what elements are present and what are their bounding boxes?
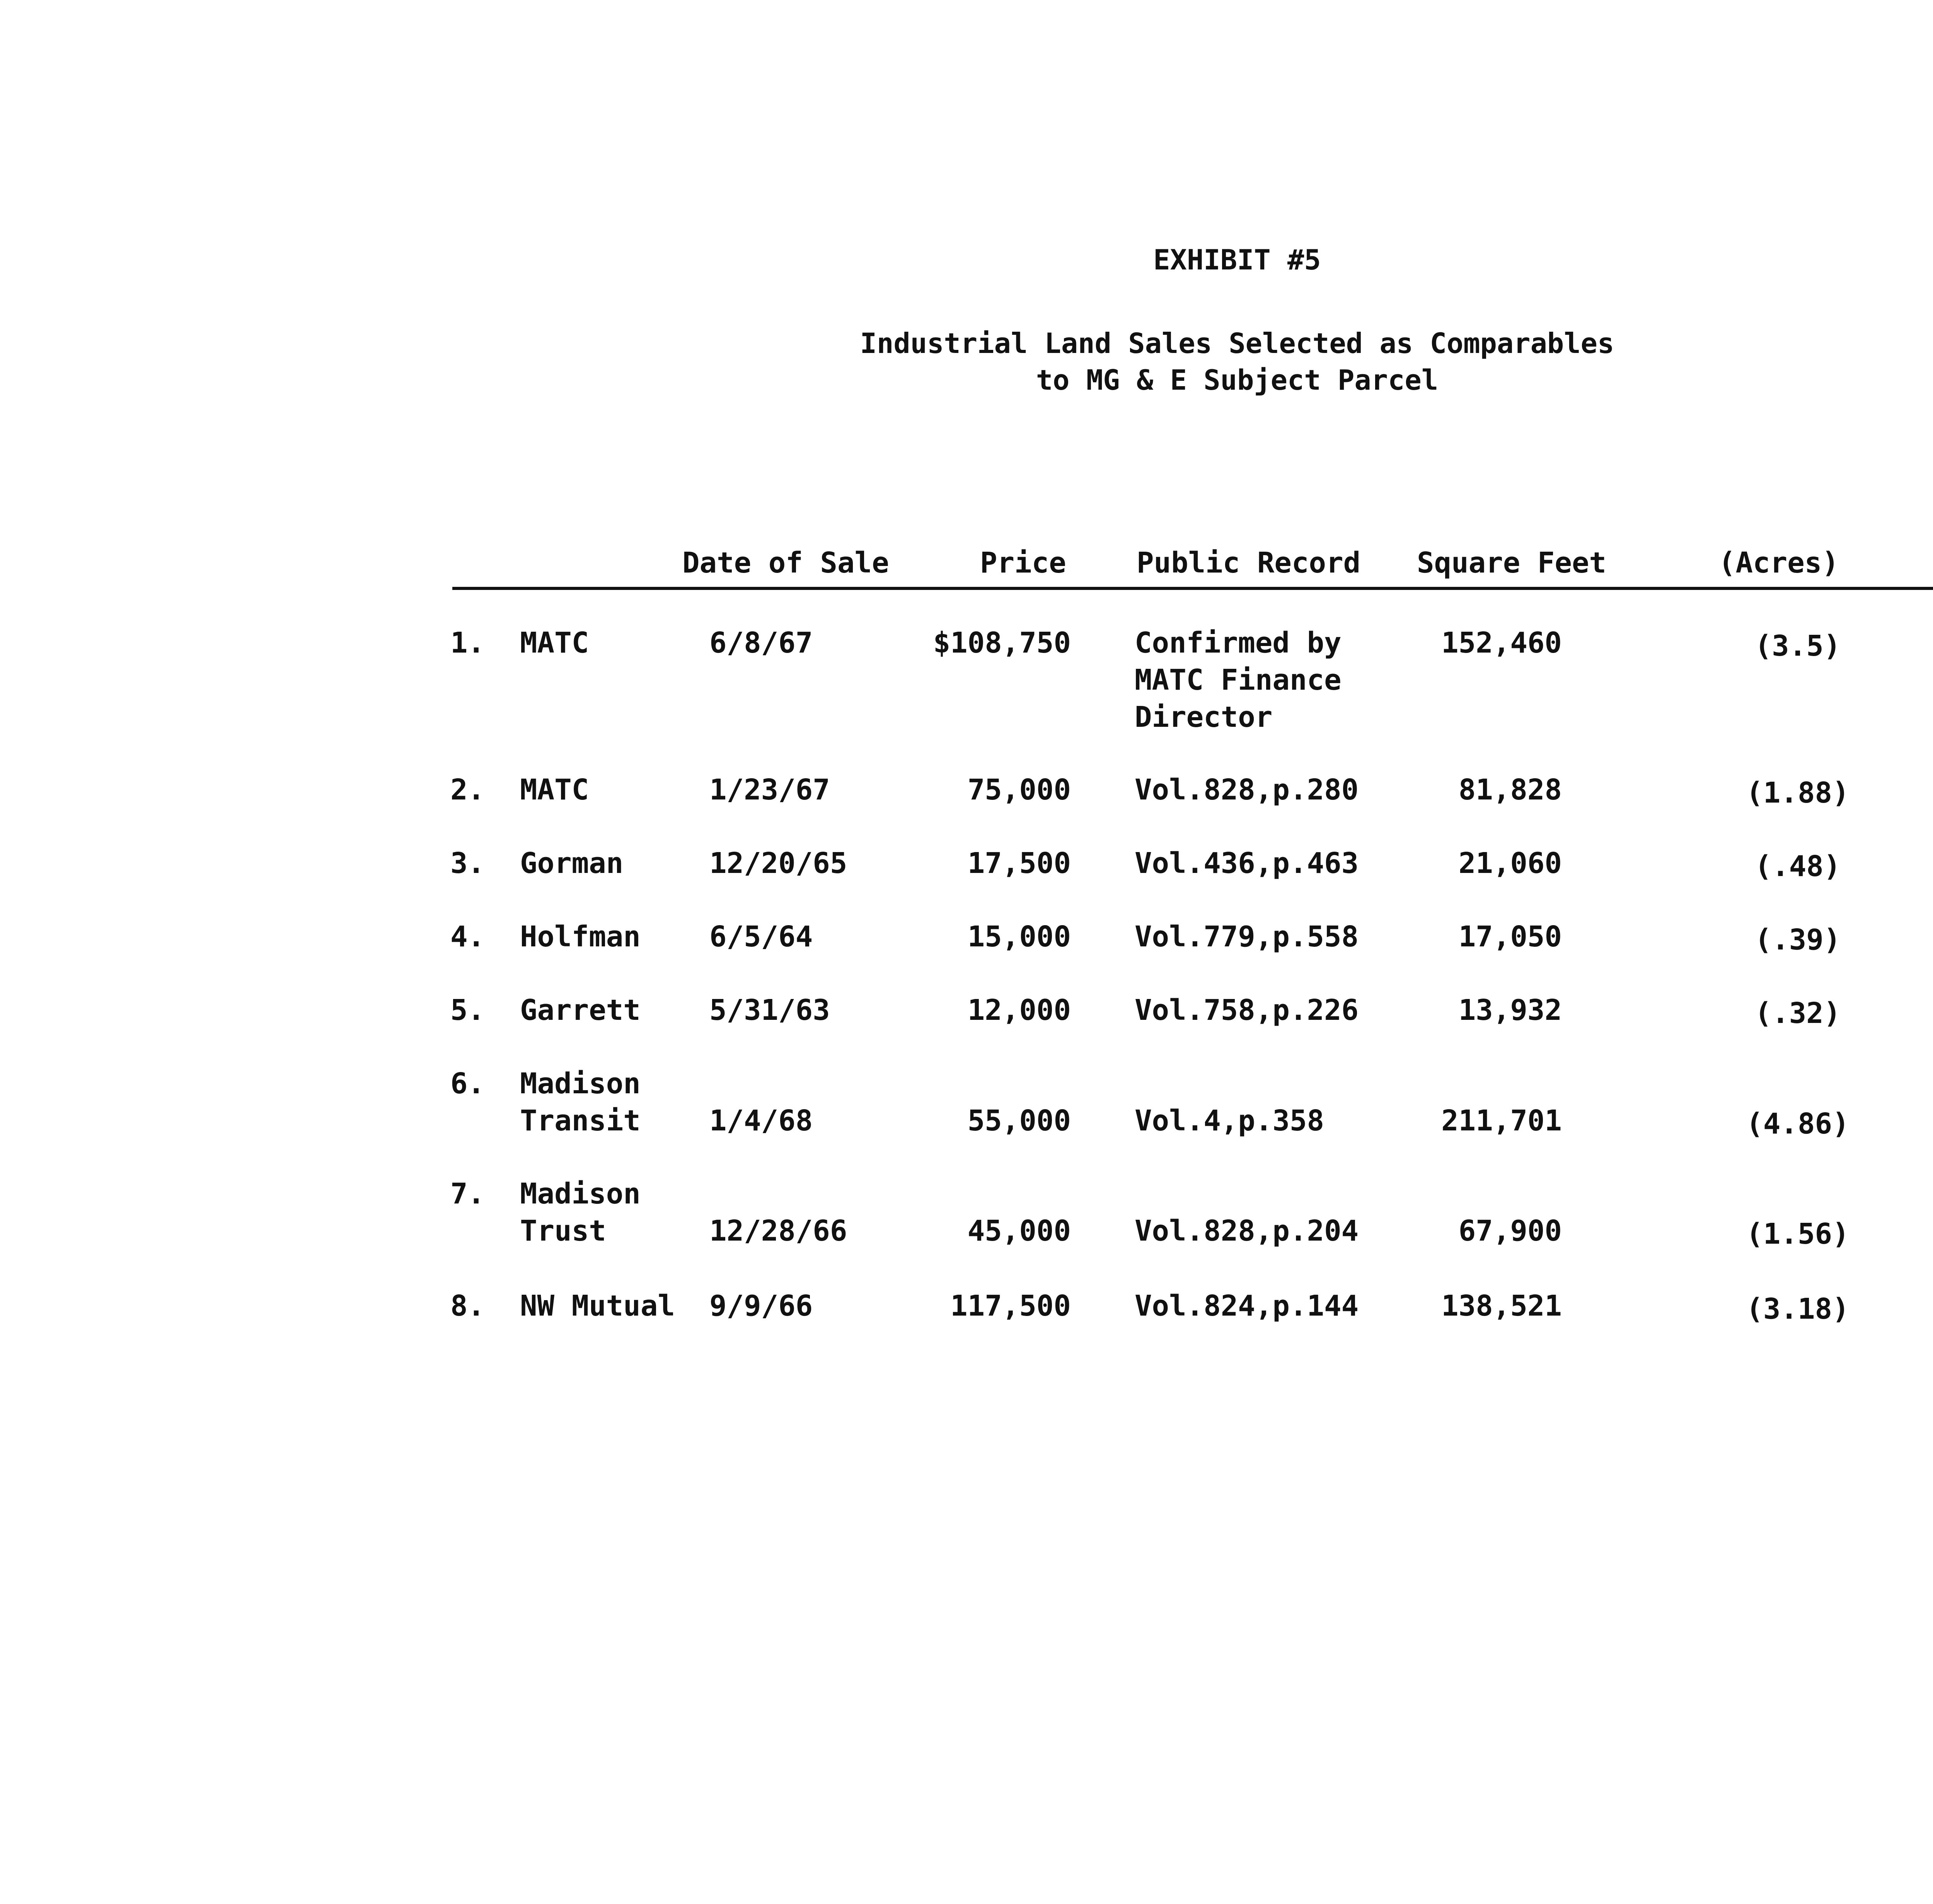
row-1-name xyxy=(520,624,721,661)
row-6-num: 6. xyxy=(450,1067,485,1100)
row-5-acres: (.32) xyxy=(1754,997,1841,1030)
row-8-acres: (3.18) xyxy=(1746,1292,1849,1326)
row-5-record-line-1: Vol.758,p.226 xyxy=(1135,994,1359,1027)
header-price: Price xyxy=(980,546,1066,580)
row-4-price: 15,000 xyxy=(967,920,1071,953)
row-8-name xyxy=(520,1287,721,1324)
row-1-acres: (3.5) xyxy=(1754,629,1841,663)
row-5-price: 12,000 xyxy=(967,994,1071,1027)
row-1-name-line-1: MATC xyxy=(520,626,589,660)
row-8-num: 8. xyxy=(450,1289,485,1323)
row-6-record-line-1: Vol.4,p.358 xyxy=(1135,1104,1324,1137)
row-4-num: 4. xyxy=(450,920,485,953)
exhibit-title: EXHIBIT #5 xyxy=(1153,244,1321,276)
row-3-record-line-1: Vol.436,p.463 xyxy=(1135,847,1359,880)
row-3-acres: (.48) xyxy=(1754,850,1841,883)
row-5-name xyxy=(520,992,721,1029)
row-7-acres: (1.56) xyxy=(1746,1217,1849,1251)
row-1-date: 6/8/67 xyxy=(709,626,813,660)
row-8-date: 9/9/66 xyxy=(709,1289,813,1323)
row-7-record-line-1: Vol.828,p.204 xyxy=(1135,1214,1359,1248)
row-2-date: 1/23/67 xyxy=(709,773,830,806)
row-4-record-line-1: Vol.779,p.558 xyxy=(1135,920,1359,953)
row-4-record xyxy=(1135,918,1405,955)
row-1-record xyxy=(1135,624,1405,736)
row-8-name-line-1: NW Mutual xyxy=(520,1289,675,1323)
row-7-name-line-2: Trust xyxy=(520,1214,606,1248)
header-date-of-sale: Date of Sale xyxy=(682,546,889,580)
subtitle-line-1: Industrial Land Sales Selected as Comparables xyxy=(860,327,1614,360)
row-1-record-line-1: Confirmed by xyxy=(1135,626,1342,660)
row-6-record xyxy=(1135,1102,1405,1139)
row-6-acres: (4.86) xyxy=(1746,1107,1849,1140)
row-8-sqft: 138,521 xyxy=(1441,1289,1562,1323)
row-6-sqft: 211,701 xyxy=(1441,1104,1562,1137)
row-7-num: 7. xyxy=(450,1177,485,1210)
header-public-record: Public Record xyxy=(1137,546,1361,580)
header-rule xyxy=(452,587,1933,590)
header-square-feet: Square Feet xyxy=(1417,546,1607,580)
row-1-sqft: 152,460 xyxy=(1441,626,1562,660)
row-6-name-line-1: Madison xyxy=(520,1067,641,1100)
row-1-num: 1. xyxy=(450,626,485,660)
row-7-name-line-1: Madison xyxy=(520,1177,641,1210)
row-2-record-line-1: Vol.828,p.280 xyxy=(1135,773,1359,806)
row-8-record-line-1: Vol.824,p.144 xyxy=(1135,1289,1359,1323)
row-3-date: 12/20/65 xyxy=(709,847,847,880)
row-6-date: 1/4/68 xyxy=(709,1104,813,1137)
row-2-name-line-1: MATC xyxy=(520,773,589,806)
row-5-name-line-1: Garrett xyxy=(520,994,641,1027)
row-6-price: 55,000 xyxy=(967,1104,1071,1137)
row-5-record xyxy=(1135,992,1405,1029)
row-1-price: $108,750 xyxy=(933,626,1071,660)
row-3-price: 17,500 xyxy=(967,847,1071,880)
row-5-date: 5/31/63 xyxy=(709,994,830,1027)
row-4-sqft: 17,050 xyxy=(1458,920,1562,953)
row-3-name-line-1: Gorman xyxy=(520,847,624,880)
row-2-record xyxy=(1135,771,1405,808)
row-8-price: 117,500 xyxy=(950,1289,1071,1323)
header-acres: (Acres) xyxy=(1718,546,1839,580)
row-1-record-line-2: MATC Finance xyxy=(1135,663,1342,697)
row-6-name xyxy=(520,1065,721,1139)
row-8-record xyxy=(1135,1287,1405,1324)
row-7-record xyxy=(1135,1212,1405,1249)
row-2-sqft: 81,828 xyxy=(1458,773,1562,806)
row-7-sqft: 67,900 xyxy=(1458,1214,1562,1248)
row-2-num: 2. xyxy=(450,773,485,806)
subtitle-line-2: to MG & E Subject Parcel xyxy=(1036,364,1439,396)
row-7-date: 12/28/66 xyxy=(709,1214,847,1248)
row-5-sqft: 13,932 xyxy=(1458,994,1562,1027)
row-4-name-line-1: Holfman xyxy=(520,920,641,953)
row-3-record xyxy=(1135,845,1405,882)
row-7-price: 45,000 xyxy=(967,1214,1071,1248)
row-3-sqft: 21,060 xyxy=(1458,847,1562,880)
row-7-name xyxy=(520,1175,721,1249)
row-5-num: 5. xyxy=(450,994,485,1027)
row-6-name-line-2: Transit xyxy=(520,1104,641,1137)
row-4-date: 6/5/64 xyxy=(709,920,813,953)
row-3-name xyxy=(520,845,721,882)
row-1-record-line-3: Director xyxy=(1135,701,1273,734)
row-4-acres: (.39) xyxy=(1754,923,1841,956)
row-4-name xyxy=(520,918,721,955)
row-2-price: 75,000 xyxy=(967,773,1071,806)
row-3-num: 3. xyxy=(450,847,485,880)
row-2-name xyxy=(520,771,721,808)
row-2-acres: (1.88) xyxy=(1746,776,1849,810)
